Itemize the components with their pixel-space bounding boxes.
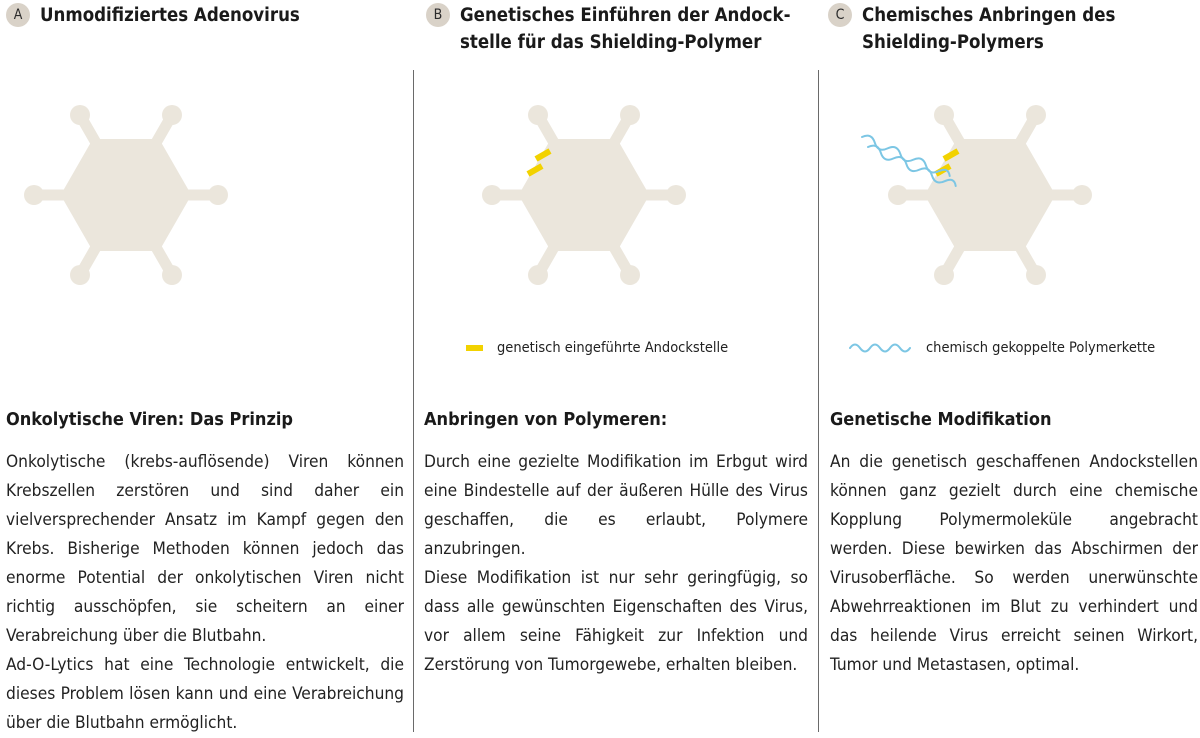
column-c — [822, 0, 1200, 732]
panel-a-header — [6, 2, 300, 29]
body-text-a — [6, 448, 404, 738]
panel-c-title: Chemisches Anbringen des Shielding-Polymers — [862, 5, 1116, 53]
legend-c-label: chemisch gekoppelte Polymerkette — [926, 340, 1156, 356]
virus-a-icon — [16, 85, 236, 305]
badge-a: A — [6, 3, 30, 27]
section-title-c: Genetische Modifikation — [830, 409, 1052, 430]
panel-b-header — [426, 2, 800, 56]
section-title-a: Onkolytische Viren: Das Prinzip — [6, 409, 294, 430]
panel-a-title: Unmodifiziertes Adenovirus — [40, 5, 300, 26]
column-a — [0, 0, 410, 732]
paragraph: Onkolytische (krebs-auflösende) Viren können Krebszellen zerstören und sind daher ein vielversprechender Ansatz im Kampf gegen den Krebs. Bisherige Methoden können jedoch das enorme Potential der onkolytischen Viren nicht richtig ausschöpfen, sie scheitern an einer Verabreichung über die Blutbahn. — [6, 452, 404, 646]
legend-c — [848, 340, 1155, 356]
divider-right — [818, 70, 819, 732]
panel-b-title: Genetisches Einführen der Andockstelle für das Shielding-Polymer — [460, 5, 791, 53]
badge-b: B — [426, 3, 450, 27]
virus-c-icon — [850, 85, 1100, 305]
virus-b-icon — [474, 85, 694, 305]
body-text-c — [830, 448, 1198, 680]
paragraph: Durch eine gezielte Modifikation im Erbgut wird eine Bindestelle auf der äußeren Hülle des Virus geschaffen, die es erlaubt, Polymere anzubringen. — [424, 452, 808, 559]
column-b — [416, 0, 816, 732]
legend-b — [466, 340, 728, 356]
paragraph: Ad-O-Lytics hat eine Technologie entwickelt, die dieses Problem lösen kann und eine Verabreichung über die Blutbahn ermöglicht. — [6, 655, 404, 733]
body-text-b — [424, 448, 808, 680]
docking-site-legend-icon — [466, 345, 483, 351]
paragraph: An die genetisch geschaffenen Andockstellen können ganz gezielt durch eine chemische Kopplung Polymermoleküle angebracht werden. Diese bewirken das Abschirmen der Virusoberfläche. So werden unerwünschte Abwehrreaktionen im Blut zu verhindert und das heilende Virus erreicht seinen Wirkort, Tumor und Metastasen, optimal. — [830, 452, 1198, 675]
divider-left — [413, 70, 414, 732]
section-title-b: Anbringen von Polymeren: — [424, 409, 668, 430]
badge-c: C — [828, 3, 852, 27]
polymer-legend-icon — [848, 341, 914, 355]
polymer-chain-wave — [860, 133, 957, 189]
legend-b-label: genetisch eingeführte Andockstelle — [497, 340, 729, 356]
panel-c-header — [828, 2, 1122, 56]
paragraph: Diese Modifikation ist nur sehr geringfügig, so dass alle gewünschten Eigenschaften des Virus, vor allem seine Fähigkeit zur Infektion und Zerstörung von Tumorgewebe, erhalten bleiben. — [424, 568, 808, 675]
